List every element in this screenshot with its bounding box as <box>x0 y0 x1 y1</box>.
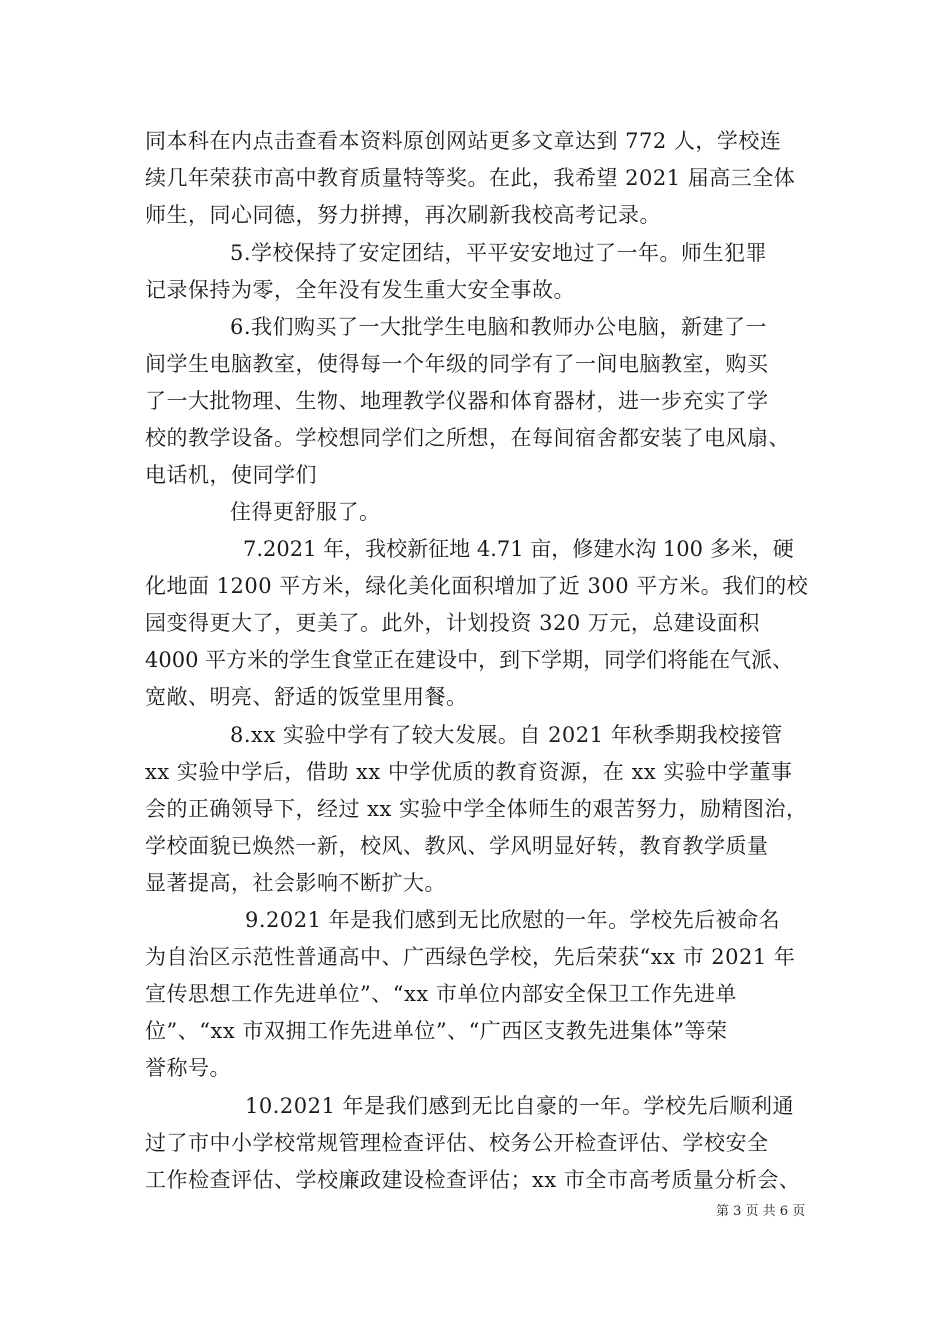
text-line: 间学生电脑教室，使得每一个年级的同学有了一间电脑教室，购买 <box>145 352 769 376</box>
text-line: 同本科在内点击查看本资料原创网站更多文章达到 772 人，学校连 <box>145 129 782 153</box>
text-line: 师生，同心同德，努力拼搏，再次刷新我校高考记录。 <box>145 203 661 227</box>
paragraph-6-start: 6.我们购买了一大批学生电脑和教师办公电脑，新建了一 <box>230 315 768 339</box>
text-line: 工作检查评估、学校廉政建设检查评估；xx 市全市高考质量分析会、 <box>145 1168 801 1192</box>
text-line: 宣传思想工作先进单位”、“xx 市单位内部安全保卫工作先进单 <box>145 982 737 1006</box>
paragraph-8-start: 8.xx 实验中学有了较大发展。自 2021 年秋季期我校接管 <box>230 723 783 747</box>
text-line: 住得更舒服了。 <box>230 500 381 524</box>
text-line: 续几年荣获市高中教育质量特等奖。在此，我希望 2021 届高三全体 <box>145 166 796 190</box>
text-line: 为自治区示范性普通高中、广西绿色学校，先后荣获“xx 市 2021 年 <box>145 945 796 969</box>
text-line: 位”、“xx 市双拥工作先进单位”、“广西区支教先进集体”等荣 <box>145 1019 728 1043</box>
text-line: 誉称号。 <box>145 1056 231 1080</box>
text-line: 记录保持为零，全年没有发生重大安全事故。 <box>145 278 575 302</box>
paragraph-5-start: 5.学校保持了安定团结，平平安安地过了一年。师生犯罪 <box>230 241 768 265</box>
text-line: 电话机，使同学们 <box>145 463 317 487</box>
text-line: 会的正确领导下，经过 xx 实验中学全体师生的艰苦努力，励精图治， <box>145 797 808 821</box>
paragraph-10-start: 10.2021 年是我们感到无比自豪的一年。学校先后顺利通 <box>245 1094 795 1118</box>
text-line: xx 实验中学后，借助 xx 中学优质的教育资源，在 xx 实验中学董事 <box>145 760 793 784</box>
text-line: 学校面貌已焕然一新，校风、教风、学风明显好转，教育教学质量 <box>145 834 769 858</box>
text-line: 化地面 1200 平方米，绿化美化面积增加了近 300 平方米。我们的校 <box>145 574 809 598</box>
text-line: 过了市中小学校常规管理检查评估、校务公开检查评估、学校安全 <box>145 1131 769 1155</box>
text-line: 校的教学设备。学校想同学们之所想，在每间宿舍都安装了电风扇、 <box>145 426 790 450</box>
text-line: 显著提高，社会影响不断扩大。 <box>145 871 446 895</box>
text-line: 宽敞、明亮、舒适的饭堂里用餐。 <box>145 685 468 709</box>
paragraph-7-start: 7.2021 年，我校新征地 4.71 亩，修建水沟 100 多米，硬 <box>243 537 794 561</box>
text-line: 了一大批物理、生物、地理教学仪器和体育器材，进一步充实了学 <box>145 389 769 413</box>
text-line: 园变得更大了，更美了。此外，计划投资 320 万元，总建设面积 <box>145 611 760 635</box>
paragraph-9-start: 9.2021 年是我们感到无比欣慰的一年。学校先后被命名 <box>245 908 781 932</box>
page-number-footer: 第 3 页 共 6 页 <box>716 1204 806 1219</box>
text-line: 4000 平方米的学生食堂正在建设中，到下学期，同学们将能在气派、 <box>145 648 794 672</box>
